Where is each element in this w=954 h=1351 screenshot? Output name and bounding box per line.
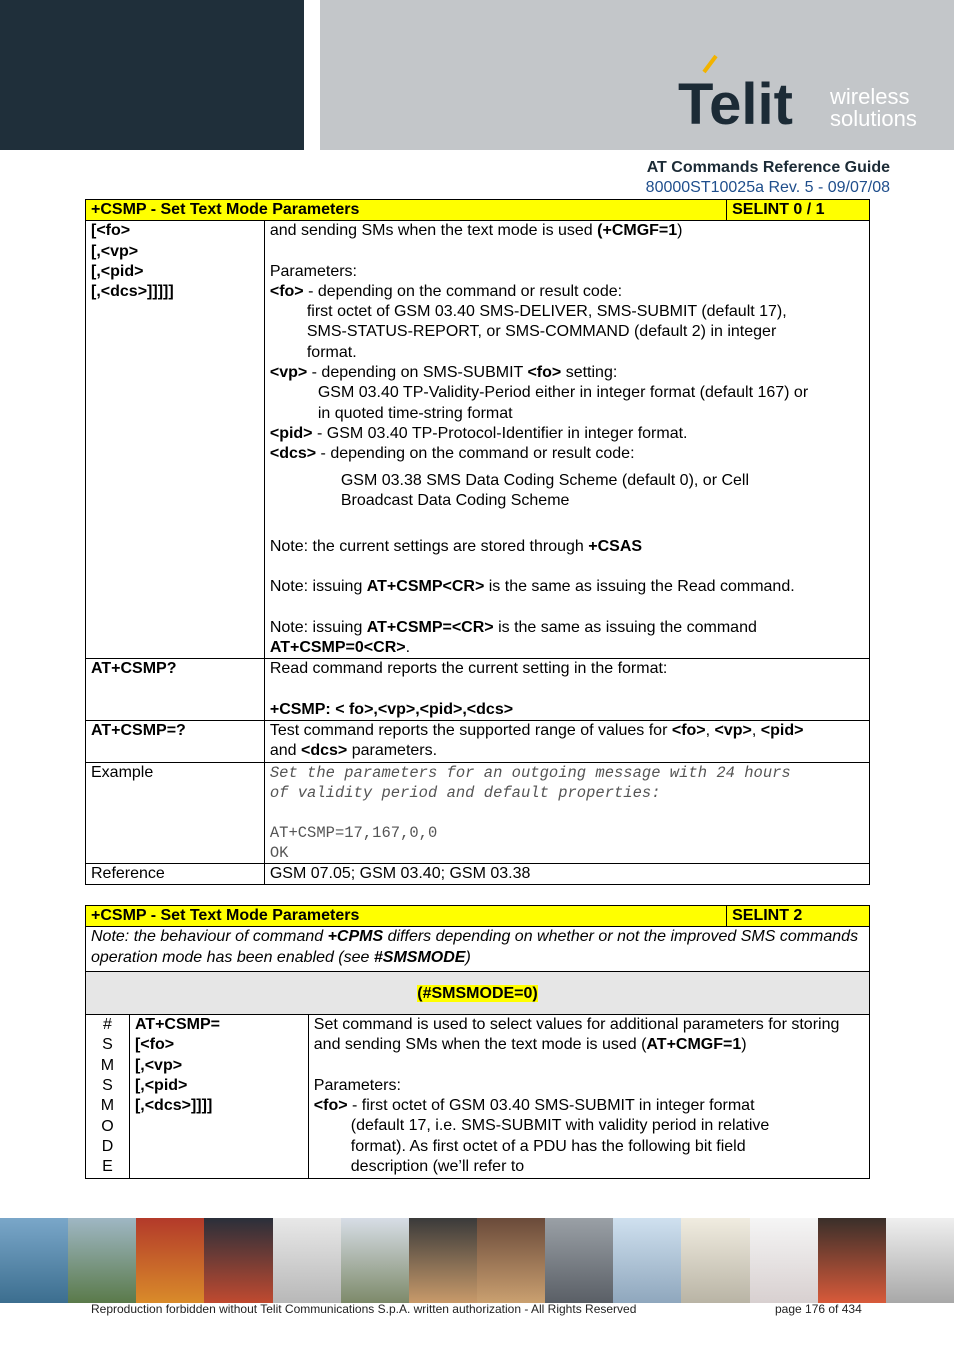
param-fo-detail: description (we’ll refer to: [350, 1157, 525, 1175]
logo-tagline-1: wireless: [830, 84, 910, 109]
table-header-row: [86, 200, 870, 221]
photo-card: [409, 1218, 477, 1303]
param-fo-detail: first octet of GSM 03.40 SMS-DELIVER, SMS-SUBMIT (default 17),: [306, 303, 787, 321]
syntax-line: [,<pid>: [91, 262, 144, 280]
param-fo: <fo> - first octet of GSM 03.40 SMS-SUBMIT in integer format: [313, 1097, 755, 1115]
photo-meter: [681, 1218, 749, 1303]
photo-camera: [886, 1218, 954, 1303]
read-description-cell: [264, 659, 869, 721]
syntax-line: [,<dcs>]]]]]: [91, 283, 174, 301]
page-number: page 176 of 434: [775, 1302, 862, 1316]
param-dcs: <dcs> - depending on the command or result code:: [269, 445, 635, 463]
photo-digital-clock: [204, 1218, 272, 1303]
photo-crowd: [818, 1218, 886, 1303]
photo-wind-turbines: [613, 1218, 681, 1303]
intro-text: and sending SMs when the text mode is used (+CMGF=1): [269, 222, 683, 240]
table-header-row: [86, 906, 870, 927]
photo-highway: [0, 1218, 68, 1303]
set-intro: Set command is used to select values for additional parameters for storing and sending SMs when the text mode is used (AT+CMGF=1): [313, 1016, 840, 1054]
syntax-line: [<fo>: [91, 222, 131, 240]
param-vp-detail: GSM 03.40 TP-Validity-Period either in integer format (default 167) or: [317, 384, 809, 402]
photo-keyboard: [273, 1218, 341, 1303]
copyright-notice: Reproduction forbidden without Telit Communications S.p.A. written authorization - All Rights Reserved: [91, 1302, 637, 1316]
photo-laser: [750, 1218, 818, 1303]
param-vp: <vp> - depending on SMS-SUBMIT <fo> setting:: [269, 364, 618, 382]
csmp-table-selint-2: [85, 905, 870, 1179]
note-csas: Note: the current settings are stored through +CSAS: [269, 538, 643, 556]
syntax-cell: AT+CSMP= [<fo> [,<vp> [,<pid> [,<dcs>]]]]: [129, 1015, 308, 1178]
header-dark-panel: [0, 0, 304, 150]
param-fo-detail: format). As first octet of a PDU has the following bit field: [350, 1137, 746, 1155]
param-pid: <pid> - GSM 03.40 TP-Protocol-Identifier in integer format.: [269, 424, 688, 442]
param-vp-detail: in quoted time-string format: [317, 404, 513, 422]
photo-field: [68, 1218, 136, 1303]
photo-shop: [477, 1218, 545, 1303]
set-command-row: [86, 221, 870, 659]
smsmode-side-label: # S M S M O D E: [86, 1015, 130, 1178]
parameters-label: Parameters:: [313, 1076, 401, 1094]
reference-label: Reference: [86, 863, 265, 884]
example-label: Example: [86, 762, 265, 863]
example-row: [86, 762, 870, 863]
photo-containers: [136, 1218, 204, 1303]
set-command-row: [86, 1015, 870, 1178]
footer-photo-strip: [0, 1218, 954, 1303]
logo-tagline-2: solutions: [830, 106, 917, 131]
set-description-cell: [308, 1015, 869, 1178]
logo-text: Telit: [678, 72, 793, 137]
document-title: AT Commands Reference Guide: [646, 159, 890, 176]
param-dcs-detail: Broadcast Data Coding Scheme: [340, 491, 570, 509]
photo-phone: [545, 1218, 613, 1303]
table-title: +CSMP - Set Text Mode Parameters: [86, 200, 727, 221]
mode-row: [86, 971, 870, 1014]
csmp-table-selint-01: [85, 199, 870, 885]
read-description: Read command reports the current setting in the format:: [269, 660, 668, 678]
mode-cell: [86, 971, 870, 1014]
read-command-cell: AT+CSMP?: [86, 659, 265, 721]
table-title: +CSMP - Set Text Mode Parameters: [86, 906, 727, 927]
read-format: +CSMP: < fo>,<vp>,<pid>,<dcs>: [269, 700, 514, 718]
note-read-equivalent: Note: issuing AT+CSMP<CR> is the same as issuing the Read command.: [269, 578, 795, 596]
test-description-cell: Test command reports the supported range of values for <fo>, <vp>, <pid> and <dcs> parameters.: [264, 720, 869, 762]
syntax-line: [,<vp>: [91, 242, 139, 260]
test-command-row: [86, 720, 870, 762]
parameters-label: Parameters:: [269, 262, 357, 280]
telit-logo: [676, 48, 936, 138]
example-code: Set the parameters for an outgoing message with 24 hours of validity period and default properties: AT+CSMP=17,167,0,0 OK: [264, 762, 869, 863]
param-dcs-detail: GSM 03.38 SMS Data Coding Scheme (default 0), or Cell: [340, 471, 750, 489]
reference-row: [86, 863, 870, 884]
note-row: [86, 927, 870, 972]
set-description-cell: [264, 221, 869, 659]
photo-cyclist: [341, 1218, 409, 1303]
smsmode-note: Note: the behaviour of command +CPMS differs depending on whether or not the improved SMS commands operation mode has been enabled (see #SMSMODE): [86, 927, 870, 972]
param-fo-detail: format.: [306, 343, 357, 361]
param-fo-detail: SMS-STATUS-REPORT, or SMS-COMMAND (default 2) in integer: [306, 323, 777, 341]
syntax-cell: [86, 221, 265, 659]
mode-label: (#SMSMODE=0): [417, 984, 538, 1002]
read-command-row: [86, 659, 870, 721]
document-revision: 80000ST10025a Rev. 5 - 09/07/08: [645, 179, 890, 196]
param-fo: <fo> - depending on the command or result code:: [269, 282, 623, 300]
selint-badge: SELINT 2: [727, 906, 870, 927]
selint-badge: SELINT 0 / 1: [727, 200, 870, 221]
test-command-cell: AT+CSMP=?: [86, 720, 265, 762]
param-fo-detail: (default 17, i.e. SMS-SUBMIT with validity period in relative: [350, 1117, 770, 1135]
reference-value: GSM 07.05; GSM 03.40; GSM 03.38: [264, 863, 869, 884]
note-default-equivalent: Note: issuing AT+CSMP=<CR> is the same as issuing the command AT+CSMP=0<CR>.: [269, 618, 757, 657]
